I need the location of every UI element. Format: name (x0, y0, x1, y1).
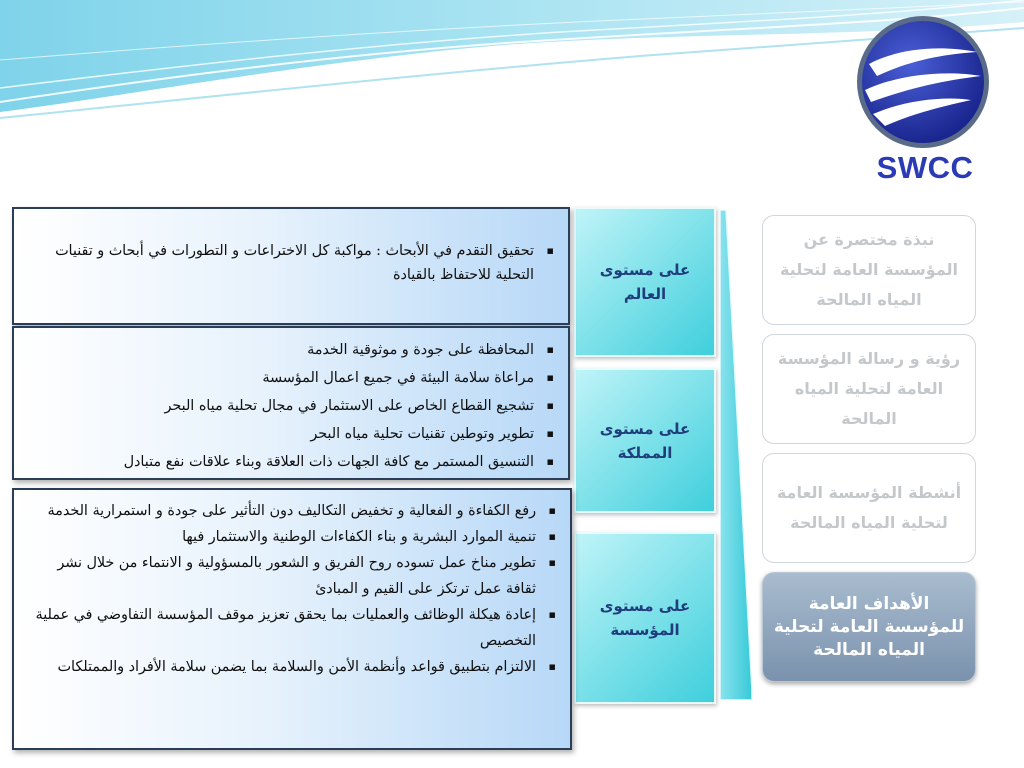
list-item: ▪ المحافظة على جودة و موثوقية الخدمة (30, 336, 558, 364)
brand-name: SWCC (876, 150, 974, 185)
list-item: ▪ التنسيق المستمر مع كافة الجهات ذات العلاقة وبناء علاقات نفع متبادل (30, 448, 558, 476)
sidebar-item-general-goals[interactable] (762, 572, 976, 682)
list-item: ▪ تطوير وتوطين تقنيات تحلية مياه البحر (30, 420, 558, 448)
goals-world-box (12, 207, 570, 325)
list-item: ▪ تنمية الموارد البشرية و بناء الكفاءات الوطنية والاستثمار فيها (28, 524, 560, 550)
level-institution (574, 532, 716, 704)
goals-institution-box (12, 488, 572, 750)
bracket-connector (720, 210, 756, 700)
list-item: ▪ تطوير مناخ عمل تسوده روح الفريق و الشعور بالمسؤولية و الانتماء من خلال نشر ثقافة عمل ترتكز على القيم و المبادئ (28, 550, 560, 602)
list-item: ▪ الالتزام بتطبيق قواعد وأنظمة الأمن والسلامة بما يضمن سلامة الأفراد والممتلكات (28, 654, 560, 680)
level-label: على مستوى العالم (599, 261, 691, 303)
list-item: ▪ مراعاة سلامة البيئة في جميع اعمال المؤسسة (30, 364, 558, 392)
swcc-logo-icon (855, 14, 991, 150)
list-item: ▪ رفع الكفاءة و الفعالية و تخفيض التكاليف دون التأثير على جودة و استمرارية الخدمة (28, 498, 560, 524)
sidebar-item-overview[interactable] (762, 215, 976, 325)
sidebar-item-activities[interactable] (762, 453, 976, 563)
level-label: على مستوى المؤسسة (599, 597, 691, 639)
sidebar-item-label: الأهداف العامة للمؤسسة العامة لتحلية المياه المالحة (773, 593, 965, 660)
sidebar-item-label: نبذة مختصرة عن المؤسسة العامة لتحلية المياه المالحة (779, 230, 959, 309)
sidebar-item-label: رؤية و رسالة المؤسسة العامة لتحلية المياه المالحة (777, 349, 961, 428)
list-item: ▪ إعادة هيكلة الوظائف والعمليات بما يحقق تعزيز موقف المؤسسة التفاوضي في عملية التخصيص (28, 602, 560, 654)
sidebar-item-vision-mission[interactable] (762, 334, 976, 444)
list-item: ▪ تشجيع القطاع الخاص على الاستثمار في مجال تحلية مياه البحر (30, 392, 558, 420)
level-world (574, 207, 716, 357)
level-kingdom (574, 368, 716, 513)
goals-kingdom-box (12, 326, 570, 480)
sidebar-item-label: أنشطة المؤسسة العامة لتحلية المياه المالحة (776, 483, 962, 532)
level-label: على مستوى المملكة (599, 419, 691, 462)
list-item: ▪ تحقيق التقدم في الأبحاث : مواكبة كل الاختراعات و التطورات في أبحاث و تقنيات التحلية للاحتفاظ بالقيادة (30, 239, 558, 287)
